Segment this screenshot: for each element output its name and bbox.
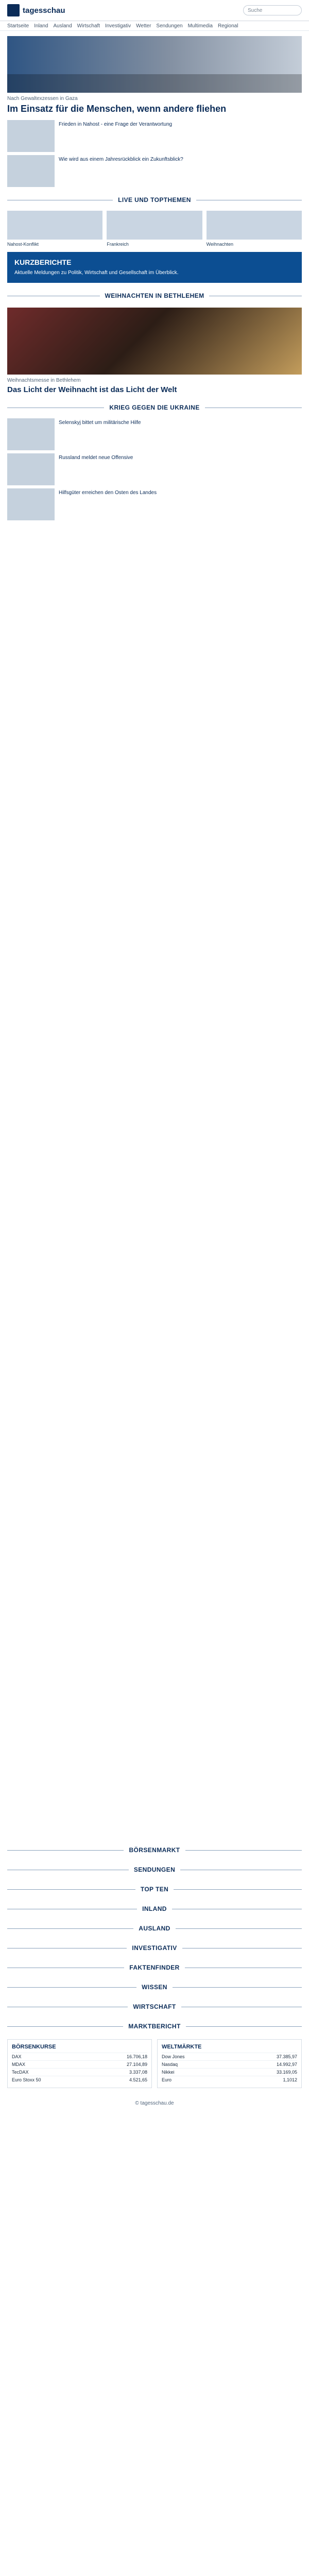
market-name: Euro — [162, 2077, 172, 2083]
footer — [7, 2094, 302, 2112]
market-value: 4.521,65 — [129, 2077, 147, 2083]
ukraine-thumb — [7, 418, 55, 450]
hero-kicker: Nach Gewaltexzessen in Gaza — [7, 96, 78, 101]
market-value: 14.992,97 — [276, 2062, 297, 2067]
section-title: WISSEN — [136, 1984, 173, 1991]
market-value: 3.337,08 — [129, 2070, 147, 2075]
live-card-label: Frankreich — [107, 241, 129, 247]
market-name: Euro Stoxx 50 — [12, 2077, 41, 2083]
nav-item-inland[interactable]: Inland — [34, 23, 48, 29]
market-title: WELTMÄRKTE — [162, 2044, 202, 2050]
ukraine-title: Selenskyj bittet um militärische Hilfe — [59, 420, 141, 426]
ukraine-teaser[interactable] — [7, 488, 302, 520]
site-logo[interactable] — [7, 4, 65, 16]
main-nav — [0, 21, 309, 31]
hero-overlay — [7, 74, 302, 93]
market-name: Nikkei — [162, 2070, 175, 2075]
section-inland — [7, 1902, 302, 1916]
market-row[interactable] — [12, 2060, 147, 2068]
market-value: 33.169,05 — [276, 2070, 297, 2075]
ukraine-thumb — [7, 488, 55, 520]
market-name: DAX — [12, 2054, 22, 2060]
site-header — [0, 0, 309, 21]
market-row[interactable] — [162, 2068, 297, 2076]
section-wirtschaft — [7, 2000, 302, 2013]
live-card[interactable] — [207, 211, 302, 247]
section-title: LIVE UND TOPTHEMEN — [113, 196, 196, 204]
section-investigativ — [7, 1941, 302, 1955]
live-card-image — [7, 211, 102, 240]
feature-image[interactable] — [7, 308, 302, 375]
teaser-thumb — [7, 120, 55, 152]
market-name: Dow Jones — [162, 2054, 185, 2060]
section-live — [7, 193, 302, 207]
market-title: BÖRSENKURSE — [12, 2044, 56, 2050]
section-title: BÖRSENMARKT — [124, 1846, 185, 1854]
market-card-boersenkurse — [7, 2039, 152, 2088]
section-title: INVESTIGATIV — [127, 1944, 182, 1952]
live-card-image — [207, 211, 302, 240]
teaser-title: Frieden in Nahost - eine Frage der Verantwortung — [59, 121, 173, 127]
market-row[interactable] — [12, 2068, 147, 2076]
market-card-weltmaerkte — [157, 2039, 302, 2088]
nav-item-wirtschaft[interactable]: Wirtschaft — [77, 23, 100, 29]
section-sendungen — [7, 1863, 302, 1876]
market-value: 27.104,89 — [126, 2062, 147, 2067]
market-row[interactable] — [162, 2053, 297, 2060]
live-card-grid — [7, 211, 302, 247]
section-title: SENDUNGEN — [129, 1866, 180, 1873]
section-marktbericht — [7, 2020, 302, 2033]
kurzberichte-banner[interactable] — [7, 252, 302, 283]
ukraine-teaser[interactable] — [7, 453, 302, 485]
ukraine-title: Russland meldet neue Offensive — [59, 455, 133, 461]
market-value: 37.385,97 — [276, 2054, 297, 2060]
section-title: FAKTENFINDER — [124, 1964, 184, 1971]
long-content-spacer — [7, 523, 302, 1837]
section-title: INLAND — [137, 1905, 172, 1912]
section-boersenmarkt — [7, 1843, 302, 1857]
live-card-image — [107, 211, 202, 240]
section-weihnachten — [7, 289, 302, 302]
section-title: WIRTSCHAFT — [128, 2003, 181, 2010]
ukraine-teaser[interactable] — [7, 418, 302, 450]
nav-item-startseite[interactable]: Startseite — [7, 23, 29, 29]
market-box — [7, 2039, 302, 2088]
section-ukraine — [7, 401, 302, 414]
market-name: MDAX — [12, 2062, 26, 2067]
section-faktenfinder — [7, 1961, 302, 1974]
section-title: AUSLAND — [133, 1925, 175, 1932]
nav-item-wetter[interactable]: Wetter — [136, 23, 151, 29]
live-card-label: Nahost-Konflikt — [7, 241, 39, 247]
teaser-title: Wie wird aus einem Jahresrückblick ein Zukunftsblick? — [59, 156, 183, 162]
live-card[interactable] — [107, 211, 202, 247]
section-title: WEIHNACHTEN IN BETHLEHEM — [100, 292, 210, 299]
section-title: KRIEG GEGEN DIE UKRAINE — [104, 404, 204, 411]
live-card[interactable] — [7, 211, 102, 247]
section-title: TOP TEN — [135, 1886, 174, 1893]
nav-item-regional[interactable]: Regional — [217, 23, 238, 29]
market-name: TecDAX — [12, 2070, 29, 2075]
market-value: 1,1012 — [283, 2077, 297, 2083]
section-ausland — [7, 1922, 302, 1935]
banner-text: Aktuelle Meldungen zu Politik, Wirtschaft und Gesellschaft im Überblick. — [14, 270, 179, 276]
feature-subtitle: Weihnachtsmesse in Bethlehem — [7, 378, 81, 384]
market-row[interactable] — [162, 2060, 297, 2068]
teaser-thumb — [7, 155, 55, 187]
live-card-label: Weihnachten — [206, 241, 234, 247]
market-row[interactable] — [12, 2053, 147, 2060]
nav-item-ausland[interactable]: Ausland — [53, 23, 72, 29]
teaser-item[interactable] — [7, 155, 302, 187]
nav-item-sendungen[interactable]: Sendungen — [156, 23, 183, 29]
nav-item-multimedia[interactable]: Multimedia — [187, 23, 213, 29]
section-topten — [7, 1883, 302, 1896]
footer-text: © tagesschau.de — [135, 2100, 174, 2107]
ukraine-title: Hilfsgüter erreichen den Osten des Landes — [59, 490, 157, 496]
feature-title[interactable]: Das Licht der Weihnacht ist das Licht der Welt — [7, 385, 177, 395]
teaser-item[interactable] — [7, 120, 302, 152]
nav-item-investigativ[interactable]: Investigativ — [105, 23, 131, 29]
section-title: MARKTBERICHT — [123, 2023, 185, 2030]
hero-title[interactable]: Im Einsatz für die Menschen, wenn andere fliehen — [7, 104, 227, 114]
logo-icon — [7, 4, 20, 16]
hero-image[interactable] — [7, 36, 302, 93]
logo-text: tagesschau — [23, 6, 65, 15]
search-input[interactable]: Suche — [243, 5, 302, 15]
market-value: 16.706,18 — [126, 2054, 147, 2060]
banner-title: KURZBERICHTE — [14, 258, 72, 267]
market-name: Nasdaq — [162, 2062, 178, 2067]
ukraine-thumb — [7, 453, 55, 485]
section-wissen — [7, 1980, 302, 1994]
market-row[interactable] — [12, 2076, 147, 2083]
market-row[interactable] — [162, 2076, 297, 2083]
